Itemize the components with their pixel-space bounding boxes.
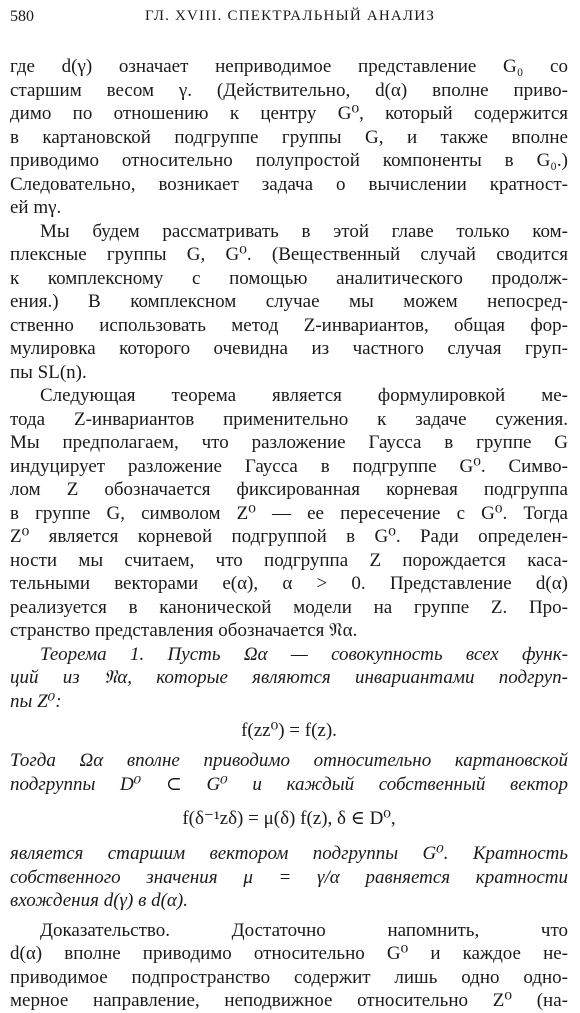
text-line: реализуется в канонической модели на группе Z. Про- — [10, 596, 568, 618]
text-line: в группе G, символом Z⁰ — ее пересечение с G⁰. Тогда — [10, 502, 568, 524]
text-line: старшим весом γ. (Действительно, d(α) вполне приво- — [10, 79, 568, 101]
text-line: лом Z обозначается фиксированная корневая подгруппа — [10, 479, 568, 500]
text-line: ения.) В комплексном случае мы можем непосред- — [10, 291, 568, 312]
chapter-title: ГЛ. XVIII. СПЕКТРАЛЬНЫЙ АНАЛИЗ — [144, 8, 436, 24]
text-line: приводимо относительно полупростой компоненты в G₀.) — [10, 150, 568, 171]
theorem-line: вхождения d(γ) в d(α). — [10, 890, 188, 911]
text-line: странство представления обозначается 𝔑α. — [10, 620, 358, 641]
formula-invariance: f(zz⁰) = f(z). — [241, 720, 337, 741]
theorem-line: собственного значения μ = γ/α равняется кратности — [10, 866, 568, 888]
text-line: Следующая теорема является формулировкой ме- — [40, 385, 568, 406]
formula-eigenvector: f(δ⁻¹zδ) = μ(δ) f(z), δ ∈ D⁰, — [182, 808, 396, 829]
theorem-line: подгруппы D⁰ ⊂ G⁰ и каждый собственный вектор — [10, 773, 568, 795]
text-line: к комплексному с помощью аналитического продолж- — [10, 267, 568, 289]
text-line: ственно использовать метод Z-инвариантов, общая фор- — [10, 314, 568, 336]
text-line: пы SL(n). — [10, 361, 87, 383]
text-line: Следовательно, возникает задача о вычислении кратност- — [10, 173, 568, 195]
proof-line: Доказательство. Достаточно напомнить, что — [40, 919, 568, 941]
text-line: ности мы считаем, что подгруппа Z порождается каса- — [10, 549, 568, 571]
theorem-line: пы Z⁰: — [10, 690, 62, 712]
theorem-block — [10, 643, 568, 913]
text-line: индуцирует разложение Гаусса в подгруппе G⁰. Симво- — [10, 455, 568, 477]
proof-line: мерное направление, неподвижное относительно Z⁰ (на- — [10, 990, 568, 1011]
theorem-line: Теорема 1. Пусть Ωα — совокупность всех функ- — [40, 643, 568, 665]
paragraph-complex-groups — [10, 220, 568, 385]
text-line: в картановской подгруппе группы G, и также вполне — [10, 126, 568, 148]
text-line: Z⁰ является корневой подгруппой в G⁰. Ради определен- — [10, 526, 568, 547]
paragraph-theorem-intro — [10, 384, 568, 643]
paragraph-continuation — [10, 55, 568, 220]
text-line: где d(γ) означает неприводимое представление G₀ со — [10, 56, 568, 77]
page-number: 580 — [10, 8, 34, 25]
proof-block — [10, 919, 568, 1013]
text-line: плексные группы G, G⁰. (Вещественный случай сводится — [10, 244, 568, 265]
text-line: Мы будем рассматривать в этой главе только ком- — [40, 220, 568, 242]
proof-line: приводимое подпространство содержит лишь одно одно- — [10, 966, 568, 988]
text-line: ей mγ. — [10, 197, 62, 218]
theorem-line: Тогда Ωα вполне приводимо относительно картановской — [10, 750, 568, 771]
text-line: димо по отношению к центру G⁰, который содержится — [10, 103, 568, 124]
theorem-line: является старшим вектором подгруппы G⁰. Кратность — [10, 843, 568, 864]
proof-line: d(α) вполне приводимо относительно G⁰ и каждое не- — [10, 943, 568, 964]
text-line: Мы предполагаем, что разложение Гаусса в группе G — [10, 432, 568, 453]
theorem-line: ций из 𝔑α, которые являются инвариантами подгруп- — [10, 667, 568, 688]
body-text — [10, 55, 568, 1013]
text-line: тельными векторами e(α), α > 0. Представление d(α) — [10, 573, 568, 594]
text-line: тода Z-инвариантов применительно к задаче сужения. — [10, 408, 568, 430]
running-head — [10, 8, 570, 30]
text-line: мулировка которого очевидна из частного случая груп- — [10, 338, 568, 359]
